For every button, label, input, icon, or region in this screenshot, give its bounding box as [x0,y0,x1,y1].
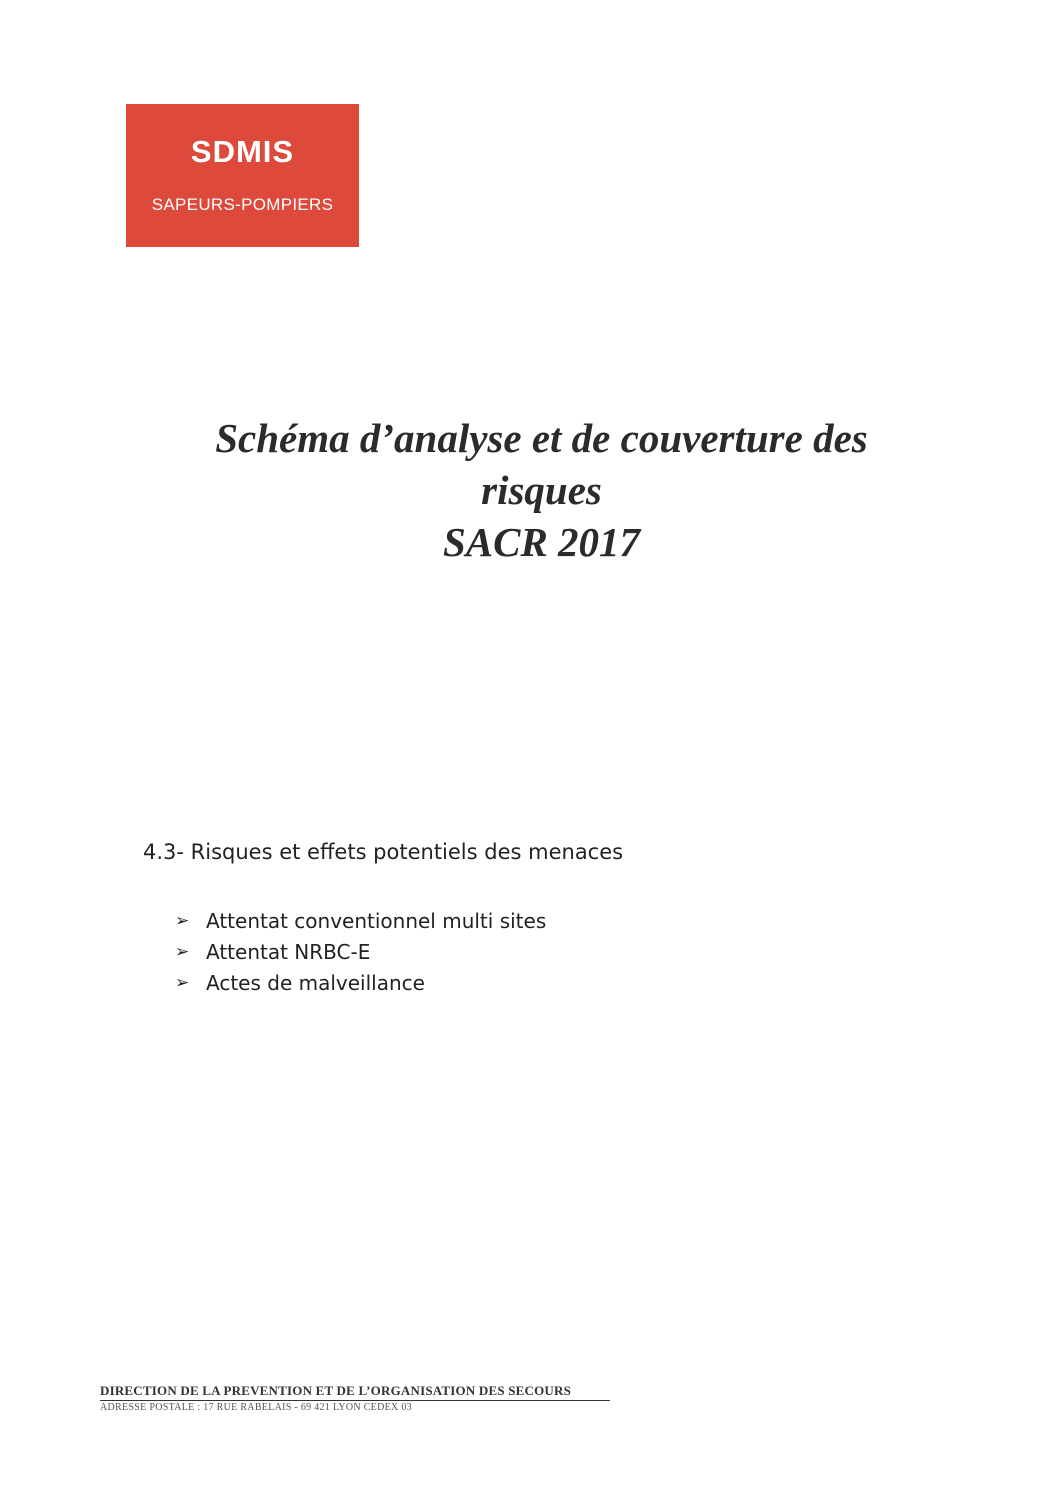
arrow-bullet-icon: ➢ [175,941,190,962]
list-item [175,905,546,936]
list-item-text: Attentat NRBC-E [206,939,371,964]
list-item [175,967,546,998]
title-line-2: risques [481,467,602,513]
bullet-list [175,905,546,998]
footer-department: DIRECTION DE LA PREVENTION ET DE L’ORGANISATION DES SECOURS [100,1383,572,1398]
logo-title: SDMIS [190,134,295,169]
arrow-bullet-icon: ➢ [175,910,190,931]
page-footer [100,1383,610,1413]
section-heading: 4.3- Risques et effets potentiels des menaces [143,840,624,864]
list-item-text: Attentat conventionnel multi sites [206,908,547,933]
footer-address: ADRESSE POSTALE : 17 RUE RABELAIS - 69 421 LYON CEDEX 03 [100,1402,412,1413]
list-item [175,936,546,967]
footer-divider [100,1400,610,1401]
title-line-1: Schéma d’analyse et de couverture des [215,415,868,461]
title-line-3: SACR 2017 [442,519,641,565]
sdmis-logo [126,104,359,247]
arrow-bullet-icon: ➢ [175,972,190,993]
logo-subtitle: SAPEURS-POMPIERS [151,195,334,214]
list-item-text: Actes de malveillance [206,970,425,995]
document-title [150,412,933,568]
